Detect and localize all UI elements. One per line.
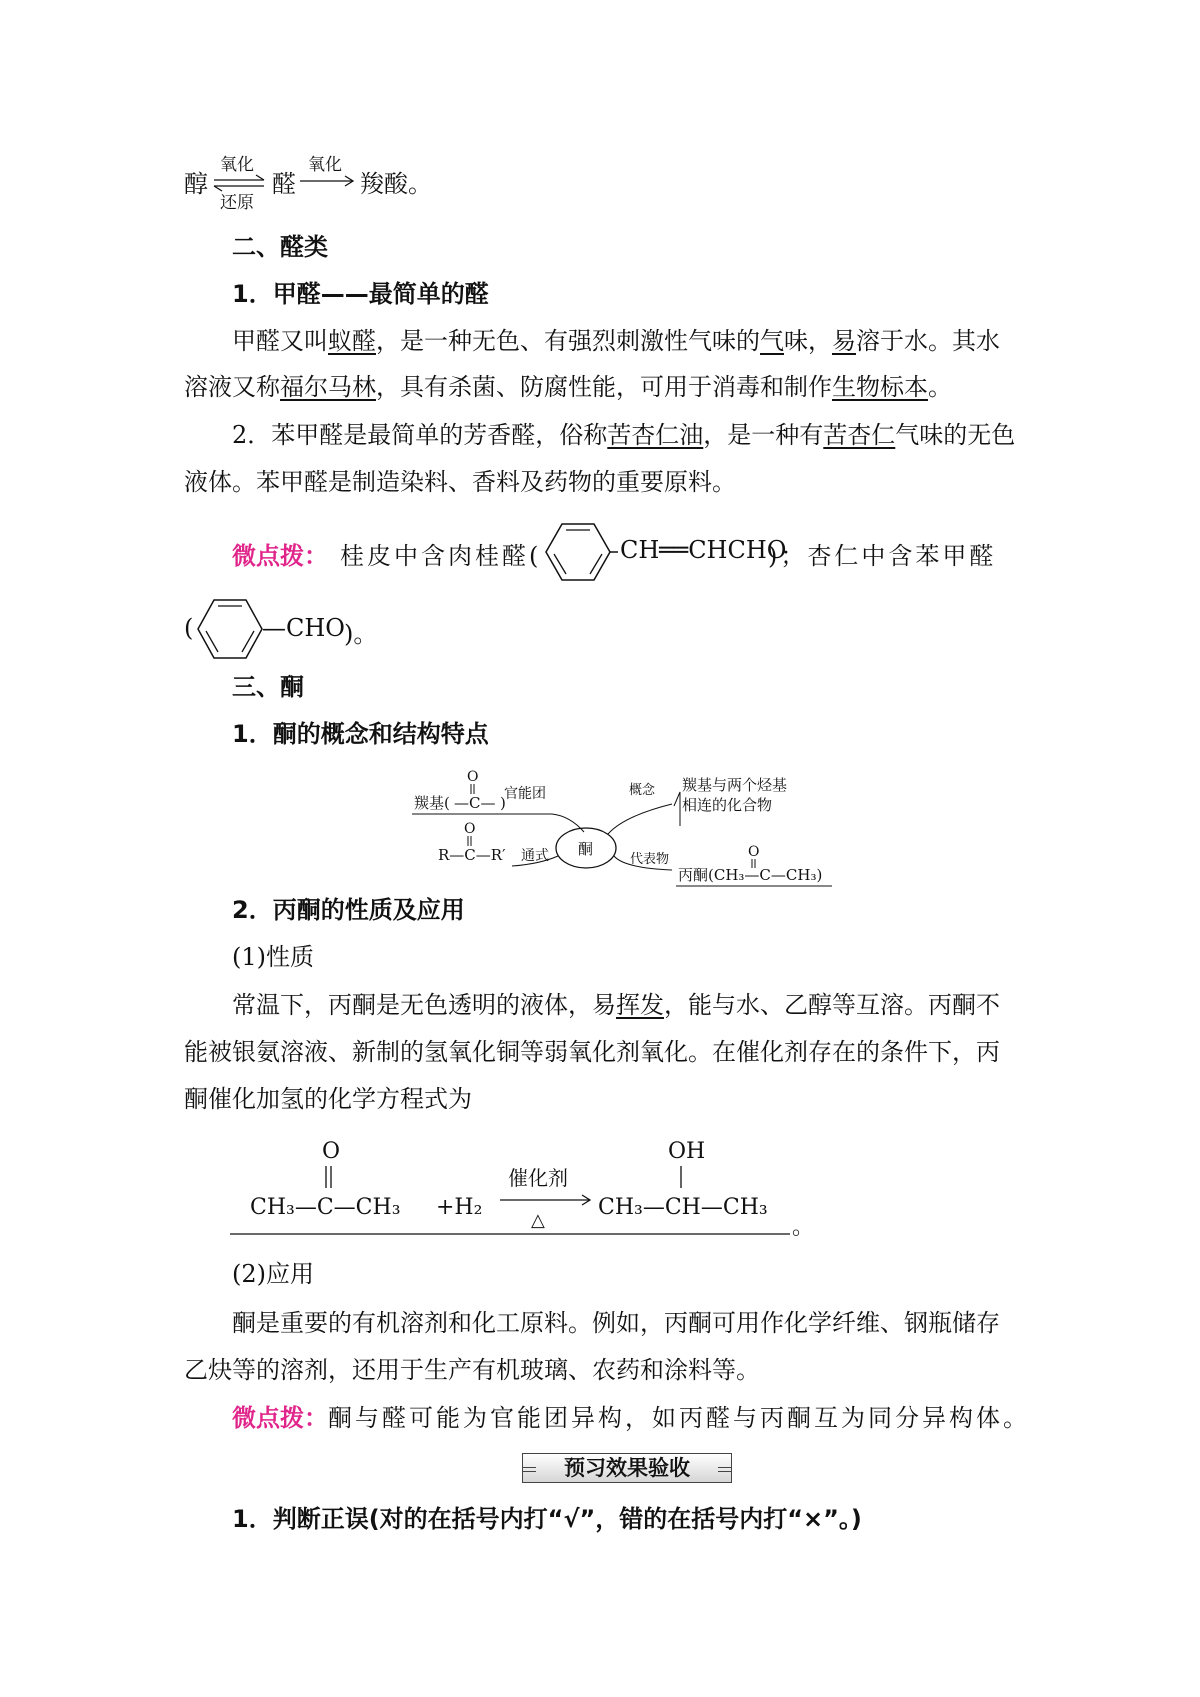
svg-text:羰基(: 羰基( bbox=[414, 794, 450, 812]
oxidation-label-2: 氧化 bbox=[308, 155, 342, 175]
benzaldehyde-formula: —CHO bbox=[262, 614, 345, 642]
reduction-label: 还原 bbox=[220, 193, 254, 213]
svg-text:O: O bbox=[748, 844, 760, 860]
aldehyde-label: 醛 bbox=[272, 170, 296, 198]
benzaldehyde-structure: ( —CHO )。 bbox=[184, 596, 384, 662]
blank-formic-aldehyde: 蚁醛 bbox=[328, 327, 376, 355]
properties-title: (1)性质 bbox=[232, 943, 314, 971]
blank-easy: 易 bbox=[832, 327, 856, 355]
hydrogenation-equation bbox=[226, 1130, 856, 1238]
paragraph-formaldehyde-2: 溶液又称福尔马林，具有杀菌、防腐性能，可用于消毒和制作生物标本。 bbox=[184, 373, 952, 401]
svg-text:O: O bbox=[464, 821, 476, 837]
svg-text:R—C—R′: R—C—R′ bbox=[438, 846, 506, 864]
application-paragraph-1: 酮是重要的有机溶剂和化工原料。例如，丙酮可用作化学纤维、钢瓶储存 bbox=[232, 1309, 1000, 1337]
alcohol-label: 醇 bbox=[184, 170, 208, 198]
preview-banner: 预习效果验收 bbox=[522, 1453, 732, 1483]
acetone-title: 2．丙酮的性质及应用 bbox=[232, 896, 465, 924]
application-title: (2)应用 bbox=[232, 1260, 314, 1288]
tip-label: 微点拨： bbox=[232, 542, 328, 570]
svg-text:。: 。 bbox=[792, 1215, 815, 1238]
svg-text:酮: 酮 bbox=[578, 840, 594, 858]
svg-text:—C—: —C— bbox=[454, 794, 496, 812]
formaldehyde-title: 1．甲醛——最简单的醛 bbox=[232, 280, 489, 308]
tip-label: 微点拨： bbox=[232, 1404, 328, 1432]
oxidation-label: 氧化 bbox=[220, 155, 254, 175]
svg-text:羰基与两个烃基: 羰基与两个烃基 bbox=[682, 776, 788, 794]
svg-text:+H₂: +H₂ bbox=[436, 1195, 483, 1220]
svg-text:CH₃—C—CH₃: CH₃—C—CH₃ bbox=[250, 1195, 401, 1220]
svg-text:概念: 概念 bbox=[629, 783, 656, 798]
paragraph-benzaldehyde-2: 液体。苯甲醛是制造染料、香料及药物的重要原料。 bbox=[184, 468, 736, 496]
tip-cinnamaldehyde: 微点拨： 桂皮中含肉桂醛( CH══CHCHO )；杏仁中含苯甲醛 bbox=[232, 520, 1032, 584]
section-heading-aldehydes: 二、醛类 bbox=[232, 233, 328, 261]
svg-text:O: O bbox=[467, 769, 479, 785]
acid-label: 羧酸。 bbox=[360, 170, 432, 198]
question-1: 1．判断正误(对的在括号内打“√”，错的在括号内打“×”。) bbox=[232, 1505, 862, 1533]
cinnamaldehyde-formula: CH══CHCHO bbox=[620, 536, 787, 564]
properties-paragraph-3: 酮催化加氢的化学方程式为 bbox=[184, 1085, 472, 1113]
svg-text:相连的化合物: 相连的化合物 bbox=[682, 796, 773, 814]
svg-text:丙酮(CH₃—C—CH₃): 丙酮(CH₃—C—CH₃) bbox=[678, 866, 823, 884]
blank-specimen: 生物标本 bbox=[832, 373, 928, 401]
svg-text:): ) bbox=[500, 794, 506, 812]
application-paragraph-2: 乙炔等的溶剂，还用于生产有机玻璃、农药和涂料等。 bbox=[184, 1356, 760, 1384]
properties-paragraph-2: 能被银氨溶液、新制的氢氧化铜等弱氧化剂氧化。在催化剂存在的条件下，丙 bbox=[184, 1038, 1000, 1066]
svg-text:催化剂: 催化剂 bbox=[508, 1166, 568, 1190]
blank-formalin: 福尔马林 bbox=[280, 373, 376, 401]
svg-text:O: O bbox=[322, 1139, 341, 1164]
svg-text:△: △ bbox=[531, 1210, 545, 1231]
section-heading-ketones: 三、酮 bbox=[232, 673, 304, 701]
blank-bitter-almond: 苦杏仁 bbox=[823, 421, 896, 449]
paragraph-benzaldehyde-1: 2．苯甲醛是最简单的芳香醛，俗称苦杏仁油，是一种有苦杏仁气味的无色 bbox=[232, 421, 1016, 449]
svg-text:官能团: 官能团 bbox=[504, 786, 546, 802]
benzene-ring-icon bbox=[544, 520, 618, 584]
svg-text:CH₃—CH—CH₃: CH₃—CH—CH₃ bbox=[598, 1195, 768, 1220]
redox-chain bbox=[184, 150, 444, 213]
blank-gas: 气 bbox=[760, 327, 784, 355]
svg-text:通式: 通式 bbox=[521, 848, 549, 864]
ketone-concept-diagram bbox=[412, 764, 872, 894]
blank-volatile: 挥发 bbox=[616, 991, 664, 1019]
svg-text:代表物: 代表物 bbox=[630, 852, 670, 867]
tip-ketone: 微点拨：酮与醛可能为官能团异构，如丙醛与丙酮互为同分异构体。 bbox=[232, 1404, 1030, 1432]
ketone-concept-title: 1．酮的概念和结构特点 bbox=[232, 720, 489, 748]
oxidation-arrow bbox=[298, 174, 358, 188]
paragraph-formaldehyde-1: 甲醛又叫蚁醛，是一种无色、有强烈刺激性气味的气味，易溶于水。其水 bbox=[232, 327, 1000, 355]
blank-bitter-almond-oil: 苦杏仁油 bbox=[607, 421, 704, 449]
properties-paragraph-1: 常温下，丙酮是无色透明的液体，易挥发，能与水、乙醇等互溶。丙酮不 bbox=[232, 991, 1000, 1019]
benzene-ring-icon bbox=[196, 596, 268, 662]
svg-text:OH: OH bbox=[668, 1139, 706, 1164]
